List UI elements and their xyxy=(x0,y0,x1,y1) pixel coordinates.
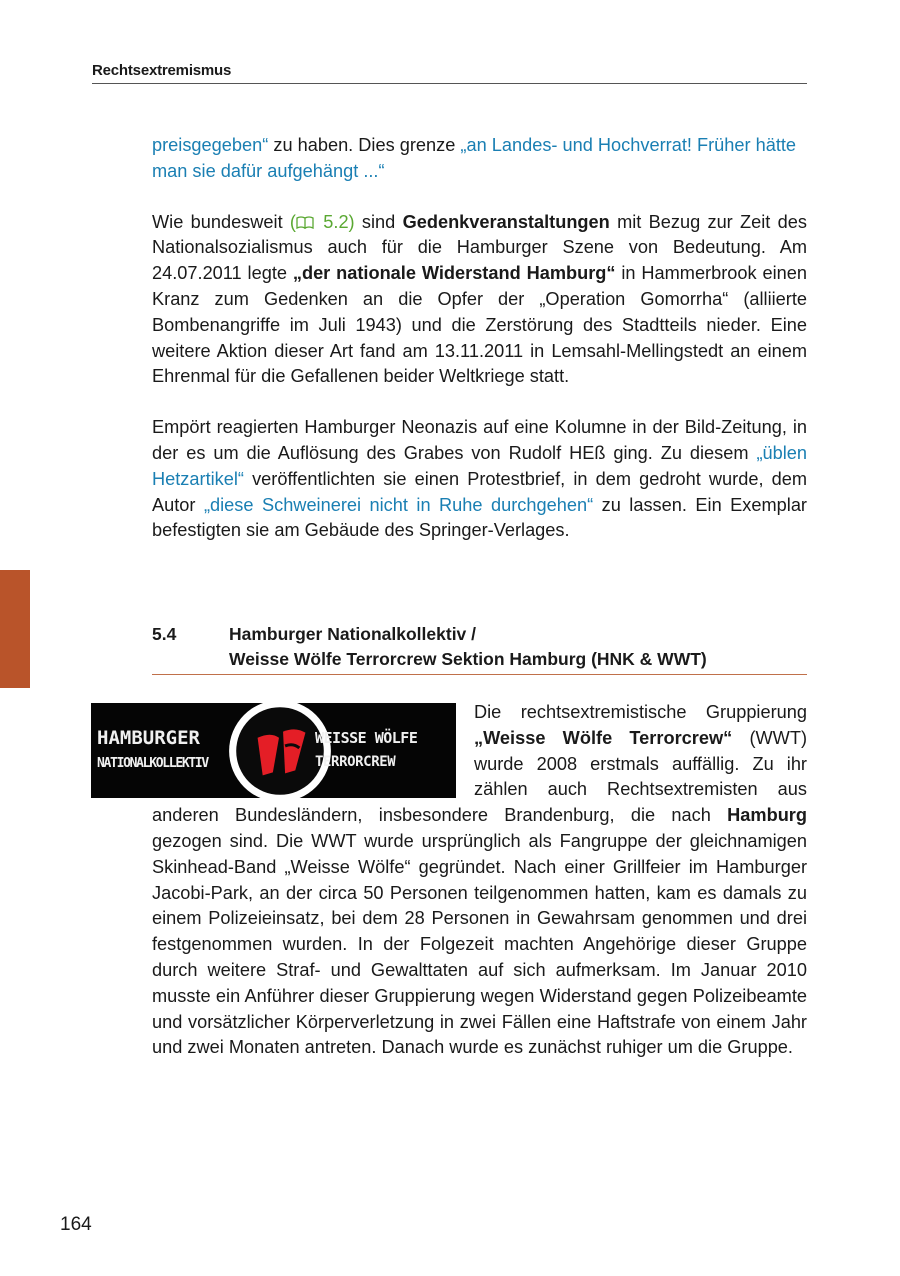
text: Die rechtsextremistische Gruppierung xyxy=(474,702,807,722)
text: Wie bundesweit xyxy=(152,211,290,232)
text: zu haben. Dies grenze xyxy=(268,135,461,155)
quote-hochverrat: „an Landes- und Hochverrat! Früher hätte man sie dafür aufgehängt ...“ xyxy=(152,135,797,181)
book-icon xyxy=(296,216,314,229)
banner-text-right-bottom: TERRORCREW xyxy=(315,754,396,770)
section-title-line-1: Hamburger Nationalkollektiv / xyxy=(229,624,477,644)
bold-group-name: „Weisse Wölfe Terrorcrew“ xyxy=(474,727,733,748)
section-number: 5.4 xyxy=(152,624,177,644)
paragraph-1 xyxy=(152,133,807,185)
quote-preisgegeben: preisgegeben“ xyxy=(152,135,269,155)
bold-quote: „der nationale Widerstand Hamburg“ xyxy=(292,263,616,284)
text: zu lassen. Ein Exemplar befestigten sie am Gebäude des Springer-Verlages. xyxy=(152,494,807,541)
quote-schweinerei: „diese Schweinerei nicht in Ruhe durchgehen“ xyxy=(203,494,594,515)
paragraph-3 xyxy=(152,415,807,544)
text: sind xyxy=(354,211,403,232)
text: in Hammerbrook einen Kranz zum Gedenken an die Opfer der „Operation Gomorrha“ (alliierte Bombenangriffe im Juli 1943) und die Zerstörung des Stadtteils nieder. Eine weitere Aktion dieser Art fand am 13.11.2011 in Lemsahl-Mellingstedt an einem Ehrenmal für die Gefallenen beider Weltkriege statt. xyxy=(152,263,807,387)
text: gezogen sind. Die WWT wurde ursprünglich als Fangruppe der gleichnamigen Skinhead-Band „Weisse Wölfe“ gegründet. Nach einer Grillfeier im Hamburger Jacobi-Park, an der circa 50 Personen teilgenommen hatten, kam es damals zu einem Polizeieinsatz, bei dem 28 Personen in Gewahrsam genommen und drei festgenommen wurden. In der Folgezeit machten Angehörige dieser Gruppe durch weitere Straf- und Gewalttaten auf sich aufmerksam. Im Januar 2010 musste ein Anführer dieser Gruppierung wegen Widerstand gegen Polizeibeamte und vorsätzlicher Körperverletzung in zwei Fällen eine Haftstrafe von einem Jahr und zwei Monaten antreten. Danach wurde es zunächst ruhiger um die Gruppe. xyxy=(152,830,807,1058)
text: veröffentlichten sie einen Protestbrief, in dem gedroht wurde, dem Autor xyxy=(152,468,807,515)
antifa-logo-icon xyxy=(224,703,336,798)
section-title-line-2: Weisse Wölfe Terrorcrew Sektion Hamburg (HNK & WWT) xyxy=(229,649,707,669)
banner-text-left-top: HAMBURGER xyxy=(97,727,200,749)
cross-reference-link[interactable]: ( 5.2) xyxy=(289,211,355,232)
running-title: Rechtsextremismus xyxy=(92,62,232,79)
group-banner-image xyxy=(91,703,456,798)
banner-text-left-bottom: NATIONALKOLLEKTIV xyxy=(97,756,208,771)
chapter-side-tab xyxy=(0,570,30,688)
section-body xyxy=(97,700,807,1061)
section-heading xyxy=(152,622,807,675)
main-content xyxy=(152,133,807,569)
page-number: 164 xyxy=(60,1214,92,1235)
bold-city: Hamburg xyxy=(727,805,807,826)
bold-term: Gedenkveranstaltungen xyxy=(402,211,610,232)
text: Empört reagierten Hamburger Neonazis auf eine Kolumne in der Bild-Zeitung, in der es um die Auflösung des Grabes von Rudolf HEß ging. Zu diesem xyxy=(152,417,807,463)
text: mit Bezug zur Zeit des Nationalsozialismus auch für die Hamburger Szene von Bedeutung. Am 24.07.2011 legte xyxy=(152,211,807,284)
running-head xyxy=(92,62,807,84)
banner-text-right-top: WEISSE WÖLFE xyxy=(315,729,418,747)
paragraph-2 xyxy=(152,210,807,391)
text: (WWT) wurde 2008 erstmals auffällig. Zu ihr zählen auch Rechtsextremisten aus anderen Bundesländern, insbesondere Brandenburg, die nach xyxy=(152,727,807,826)
quote-hetzartikel: „üblen Hetzartikel“ xyxy=(152,442,807,489)
